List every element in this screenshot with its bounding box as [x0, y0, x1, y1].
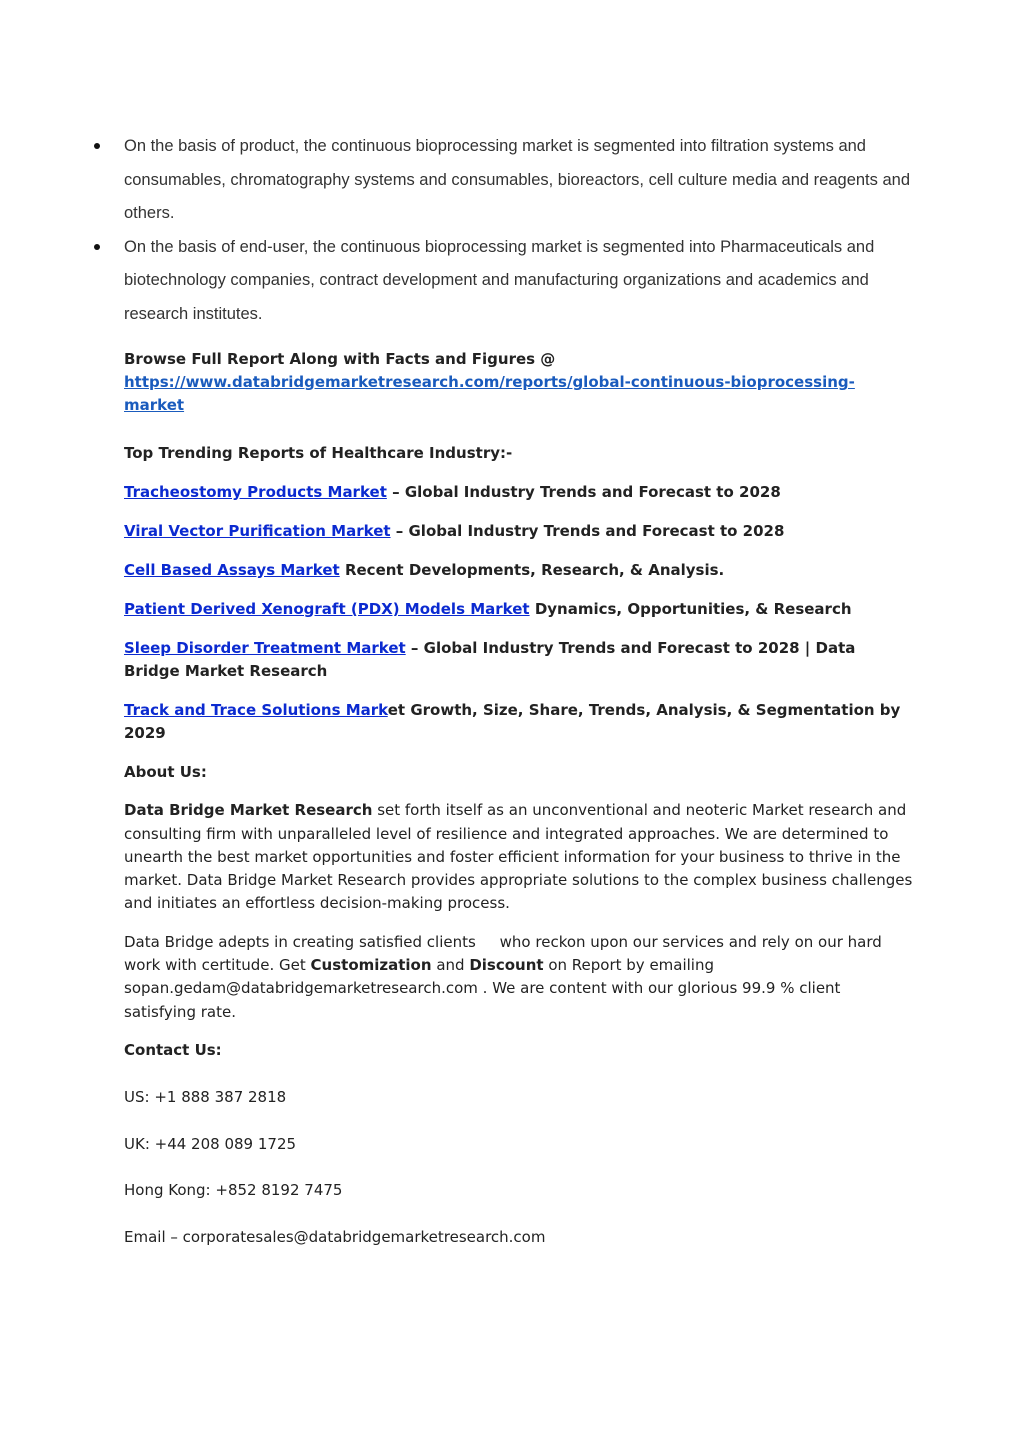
report-link[interactable]: Tracheostomy Products Market — [124, 482, 387, 501]
bullet-icon — [94, 244, 100, 250]
report-description: – Global Industry Trends and Forecast to 2028 | Data Bridge Market Research — [124, 638, 856, 680]
document-body — [124, 348, 914, 1249]
segmentation-list — [85, 130, 915, 331]
report-description: et Growth, Size, Share, Trends, Analysis, & Segmentation by 2029 — [124, 700, 901, 743]
report-item — [124, 637, 914, 683]
report-item — [124, 520, 914, 543]
report-link[interactable]: Viral Vector Purification Market — [124, 521, 391, 540]
about-heading: About Us: — [124, 762, 207, 781]
bullet-text: On the basis of end-user, the continuous bioprocessing market is segmented into Pharmaceuticals and biotechnology companies, contract development and manufacturing organizations and academics and research institutes. — [124, 237, 875, 323]
browse-block — [124, 348, 914, 418]
report-url-link[interactable]: https://www.databridgemarketresearch.com/reports/global-continuous-bioprocessing-market — [124, 373, 855, 415]
clients-text: Data Bridge adepts in creating satisfied clients who reckon upon our services and rely on our hard work with certitude. Get — [124, 932, 887, 975]
report-link[interactable]: Cell Based Assays Market — [124, 560, 340, 579]
customization-label: Customization — [310, 956, 432, 975]
bullet-icon — [94, 143, 100, 149]
report-link[interactable]: Track and Trace Solutions Mark — [124, 700, 388, 719]
report-link[interactable]: Sleep Disorder Treatment Market — [124, 638, 406, 657]
report-description: – Global Industry Trends and Forecast to 2028 — [390, 521, 785, 540]
bullet-text: On the basis of product, the continuous bioprocessing market is segmented into filtration systems and consumables, chromatography systems and consumables, bioreactors, cell culture media and reagents and others. — [124, 137, 910, 222]
report-description: Recent Developments, Research, & Analysis. — [339, 560, 725, 579]
email-text: on Report by emailing sopan.gedam@databridgemarketresearch.com . We are content with our glorious 99.9 % client satisfying rate. — [124, 956, 846, 1021]
contact-heading: Contact Us: — [124, 1041, 222, 1060]
contact-email: Email – corporatesales@databridgemarketresearch.com — [124, 1228, 546, 1247]
discount-label: Discount — [469, 956, 544, 975]
contact-uk-phone: UK: +44 208 089 1725 — [124, 1134, 297, 1153]
report-description: – Global Industry Trends and Forecast to 2028 — [386, 482, 781, 501]
clients-paragraph — [124, 931, 914, 1024]
report-item — [124, 598, 914, 621]
contact-hk-phone: Hong Kong: +852 8192 7475 — [124, 1181, 343, 1200]
and-text: and — [431, 956, 470, 975]
contact-us-phone: US: +1 888 387 2818 — [124, 1087, 287, 1106]
report-item — [124, 559, 914, 582]
report-item — [124, 699, 914, 745]
about-paragraph — [124, 799, 914, 915]
list-item — [85, 231, 915, 332]
report-item — [124, 481, 914, 504]
browse-label: Browse Full Report Along with Facts and Figures @ — [124, 350, 556, 368]
report-description: Dynamics, Opportunities, & Research — [529, 599, 852, 618]
list-item — [85, 130, 915, 231]
report-link[interactable]: Patient Derived Xenograft (PDX) Models Market — [124, 599, 530, 618]
trending-heading: Top Trending Reports of Healthcare Industry:- — [124, 443, 513, 462]
about-text: set forth itself as an unconventional and neoteric Market research and consulting firm with unparalleled level of resilience and integrated approaches. We are determined to unearth the best market opportunities and foster efficient information for your business to thrive in the market. Data Bridge Market Research provides appropriate solutions to the complex business challenges and initiates an effortless decision-making process. — [124, 801, 913, 913]
company-name: Data Bridge Market Research — [124, 801, 373, 820]
